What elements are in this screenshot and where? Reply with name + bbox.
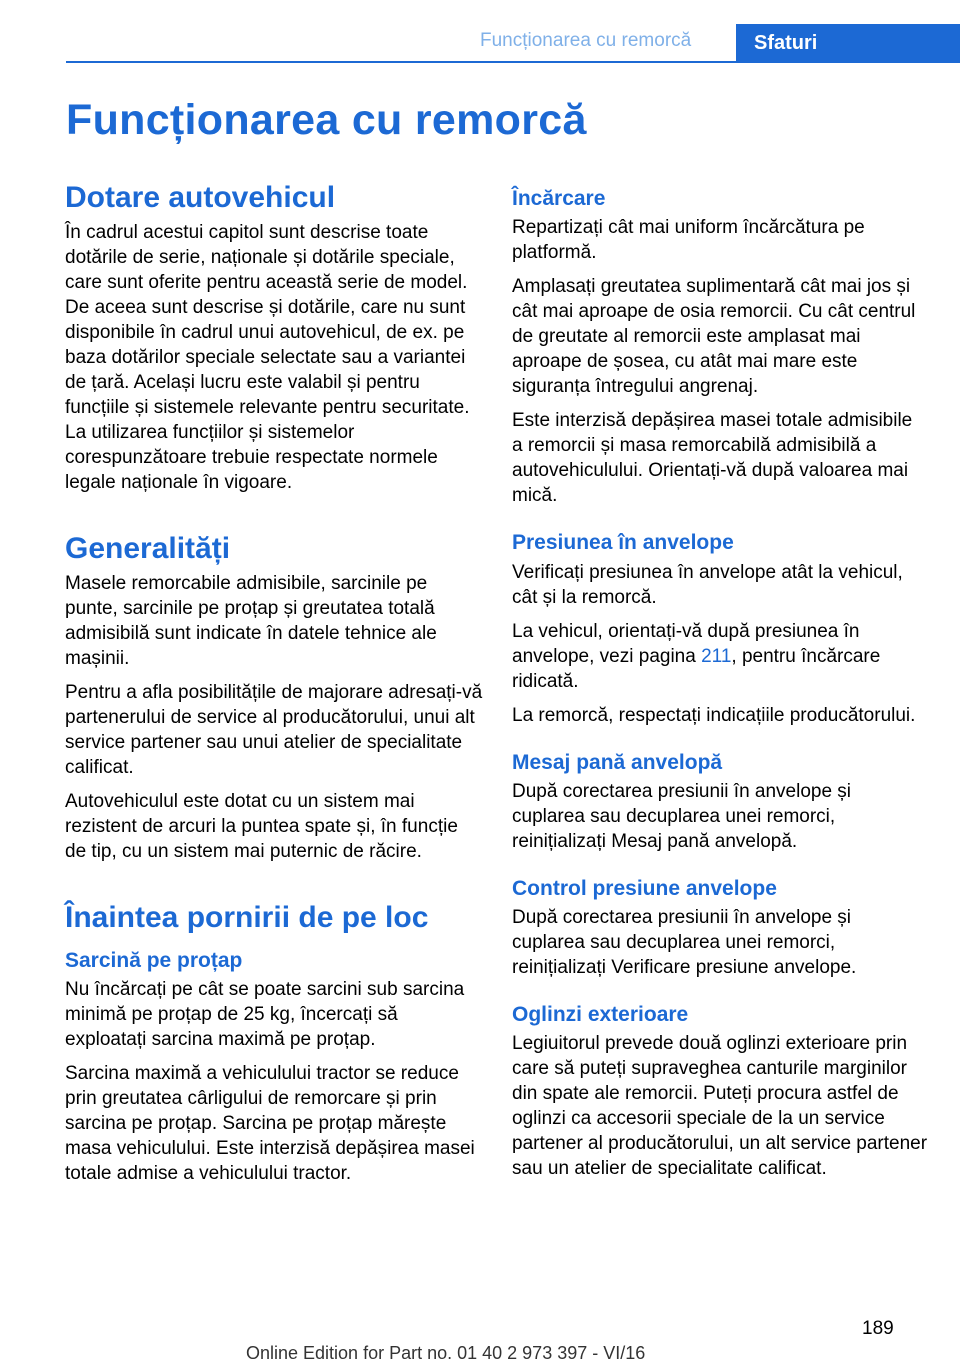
loading-paragraph-3: Este interzisă depășirea masei totale admisibile a remorcii și masa remorcabilă admisibilă a autovehiculului. Orientați-vă după valoarea mai mică. bbox=[512, 410, 913, 507]
footer-edition: Online Edition for Part no. 01 40 2 973 397 - VI/16 bbox=[246, 1343, 646, 1363]
tyre-paragraph-2-start: La vehicul, orientați-vă după presiunea în anvelope, vezi pagina bbox=[512, 620, 860, 667]
general-paragraph-3: Autovehiculul este dotat cu un sistem mai rezistent de arcuri la puntea spate și, în funcție de tip, cu un sistem mai puternic de răcire. bbox=[65, 791, 458, 862]
loading-paragraph-1: Repartizați cât mai uniform încărcătura pe platformă. bbox=[512, 217, 865, 264]
right-column bbox=[512, 186, 928, 1181]
flat-tyre-paragraph-1: După corectarea presiunii în anvelope și cuplarea sau decuplarea unei remorci, reinițializați Mesaj pană anvelopă. bbox=[512, 780, 852, 852]
general-paragraph-1: Masele remorcabile admisibile, sarcinile pe punte, sarcinile pe proțap și greutatea totală admisibilă sunt indicate în datele tehnice ale mașinii. bbox=[65, 573, 437, 669]
loading-paragraph-2: Amplasați greutatea suplimentară cât mai jos și cât mai aproape de osia remorcii. Cu cât centrul de greutate al remorcii este amplasat mai aproape de șosea, cu atât mai mare este siguranța întregului angrenaj. bbox=[512, 276, 916, 398]
control-paragraph-1: După corectarea presiunii în anvelope și cuplarea sau decuplarea unei remorci, reinițializați Verificare presiune anvelope. bbox=[512, 907, 857, 978]
header-section-title: Funcționarea cu remorcă bbox=[480, 30, 692, 51]
header-tab-sfaturi[interactable]: Sfaturi bbox=[736, 24, 960, 63]
loading-title: Încărcare bbox=[512, 187, 606, 210]
tyre-paragraph-2 bbox=[512, 619, 928, 694]
general-paragraph-2: Pentru a afla posibilitățile de majorare adresați-vă partenerului de service al producătorului, unui alt service partener sau unui atelier de specialitate calificat. bbox=[65, 682, 483, 778]
tyre-pressure-control-title: Control presiune anvelope bbox=[512, 876, 777, 900]
exterior-mirrors-title: Oglinzi exterioare bbox=[512, 1003, 689, 1026]
general-title: Generalități bbox=[65, 532, 231, 565]
header-rule bbox=[66, 61, 960, 63]
flat-tyre-message-title: Mesaj pană anvelopă bbox=[512, 750, 723, 774]
equipment-title: Dotare autovehicul bbox=[65, 181, 336, 214]
drawbar-load-title: Sarcină pe proțap bbox=[65, 949, 243, 972]
equipment-text: În cadrul acestui capitol sunt descrise toate dotările de serie, naționale și dotările speciale, care sunt oferite pentru această serie de model. De aceea sunt descrise și dotările, care nu sunt disponibile în cadrul unui autovehicul, de ex. pe baza dotărilor speciale selectate sau a variantei de țară. Același lucru este valabil și pentru funcțiile și sistemele relevante pentru securitate. La utilizarea funcțiilor și sistemelor corespunzătoare trebuie respectate normele legale naționale în vigoare. bbox=[65, 222, 470, 493]
tyre-paragraph-2-end: , pentru încărcare ridicată. bbox=[512, 645, 881, 692]
page-title: Funcționarea cu remorcă bbox=[66, 96, 587, 144]
tyre-pressure-title: Presiunea în anvelope bbox=[512, 531, 734, 555]
tyre-paragraph-1: Verificați presiunea în anvelope atât la vehicul, cât și la remorcă. bbox=[512, 561, 903, 608]
drawbar-paragraph-1: Nu încărcați pe cât se poate sarcini sub sarcina minimă pe proțap de 25 kg, încercați să exploatați sarcina maximă pe proțap. bbox=[65, 979, 465, 1051]
page-number: 189 bbox=[862, 1318, 894, 1339]
tyre-paragraph-3: La remorcă, respectați indicațiile producătorului. bbox=[512, 704, 916, 726]
drawbar-paragraph-2: Sarcina maximă a vehiculului tractor se reduce prin greutatea cârligului de remorcare și prin sarcina pe proțap. Sarcina pe proțap mărește masa vehiculului. Este interzisă depășirea masei totale admise a vehiculului tractor. bbox=[65, 1063, 475, 1185]
before-start-title: Înaintea pornirii de pe loc bbox=[65, 901, 429, 934]
left-column bbox=[65, 180, 483, 1186]
page-211-link[interactable]: 211 bbox=[701, 645, 732, 667]
mirrors-paragraph-1: Legiuitorul prevede două oglinzi exterioare prin care să puteți supraveghea canturile marginilor din spate ale remorcii. Puteți procura astfel de oglinzi ca accesorii speciale de la un service partener al producătorului, un alt service partener sau un atelier de specialitate calificat. bbox=[512, 1033, 928, 1180]
